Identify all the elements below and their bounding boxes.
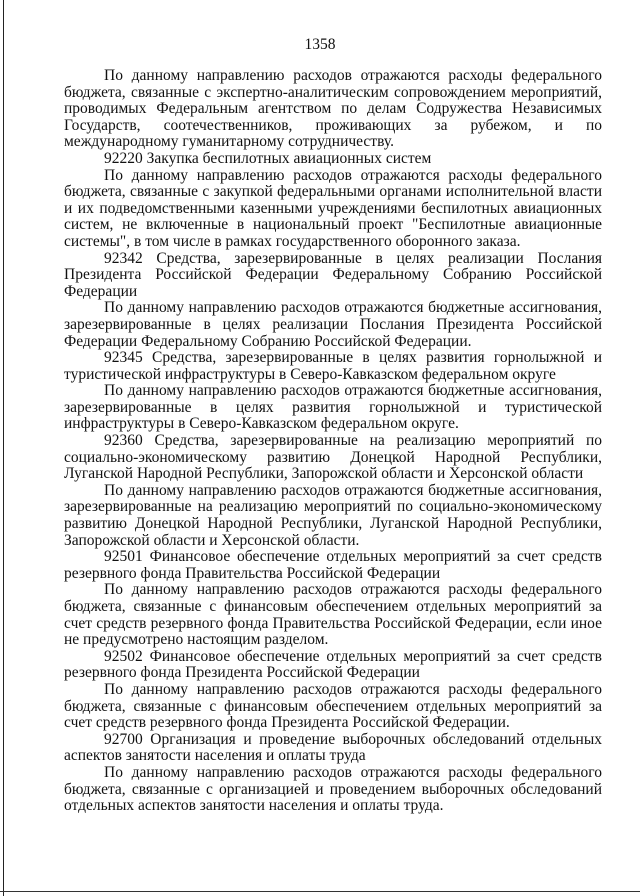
code-heading-92502: 92502 Финансовое обеспечение отдельных мероприятий за счет средств резервного фонда Президента Российской Федерации: [64, 647, 602, 682]
page-frame-left-edge: [3, 0, 4, 896]
code-heading-92342: 92342 Средства, зарезервированные в целях реализации Послания Президента Российской Федерации Федеральному Собранию Российской Федерации: [64, 249, 602, 300]
document-body: [64, 68, 602, 815]
paragraph-description: По данному направлению расходов отражаются бюджетные ассигнования, зарезервированные в целях реализации Послания Президента Российской Федерации Федеральному Собранию Российской Федерации.: [64, 299, 602, 350]
page-frame-bottom-edge: [0, 891, 640, 892]
paragraph-description: По данному направлению расходов отражаются бюджетные ассигнования, зарезервированные в целях развития горнолыжной и туристической инфраструктуры в Северо-Кавказском федеральном округе.: [64, 382, 602, 433]
paragraph-description: По данному направлению расходов отражаются расходы федерального бюджета, связанные с экспертно-аналитическим сопровождением мероприятий, проводимых Федеральным агентством по делам Содружества Независимых Государств, соотечественников, проживающих за рубежом, и по международному гуманитарному сотрудничеству.: [64, 67, 602, 151]
code-heading-92501: 92501 Финансовое обеспечение отдельных мероприятий за счет средств резервного фонда Правительства Российской Федерации: [64, 548, 602, 582]
paragraph-description: По данному направлению расходов отражаются расходы федерального бюджета, связанные с финансовым обеспечением отдельных мероприятий за счет средств резервного фонда Правительства Российской Федерации, если иное не предусмотрено настоящим разделом.: [64, 581, 602, 649]
code-heading-92360: 92360 Средства, зарезервированные на реализацию мероприятий по социально-экономическому развитию Донецкой Народной Республики, Луганской Народной Республики, Запорожской области и Херсонской области: [64, 432, 602, 483]
paragraph-description: По данному направлению расходов отражаются бюджетные ассигнования, зарезервированные на реализацию мероприятий по социально-экономическому развитию Донецкой Народной Республики, Луганской Народной Республики, Запорожской области и Херсонской области.: [64, 481, 602, 549]
paragraph-description: По данному направлению расходов отражаются расходы федерального бюджета, связанные с финансовым обеспечением отдельных мероприятий за счет средств резервного фонда Президента Российской Федерации.: [64, 680, 602, 732]
code-heading-92345: 92345 Средства, зарезервированные в целях развития горнолыжной и туристической инфраструктуры в Северо-Кавказском федеральном округе: [64, 349, 602, 383]
paragraph-description: По данному направлению расходов отражаются расходы федерального бюджета, связанные с организацией и проведением выборочных обследований отдельных аспектов занятости населения и оплаты труда.: [64, 763, 602, 815]
code-heading-92700: 92700 Организация и проведение выборочных обследований отдельных аспектов занятости населения и оплаты труда: [64, 730, 602, 765]
paragraph-description: По данному направлению расходов отражаются расходы федерального бюджета, связанные с закупкой федеральными органами исполнительной власти и их подведомственными казенными учреждениями беспилотных авиационных систем, не включенные в национальный проект "Беспилотные авиационные системы", в том числе в рамках государственного оборонного заказа.: [64, 166, 602, 250]
page-number: 1358: [304, 36, 336, 53]
code-heading-92220: 92220 Закупка беспилотных авиационных систем: [104, 149, 432, 167]
